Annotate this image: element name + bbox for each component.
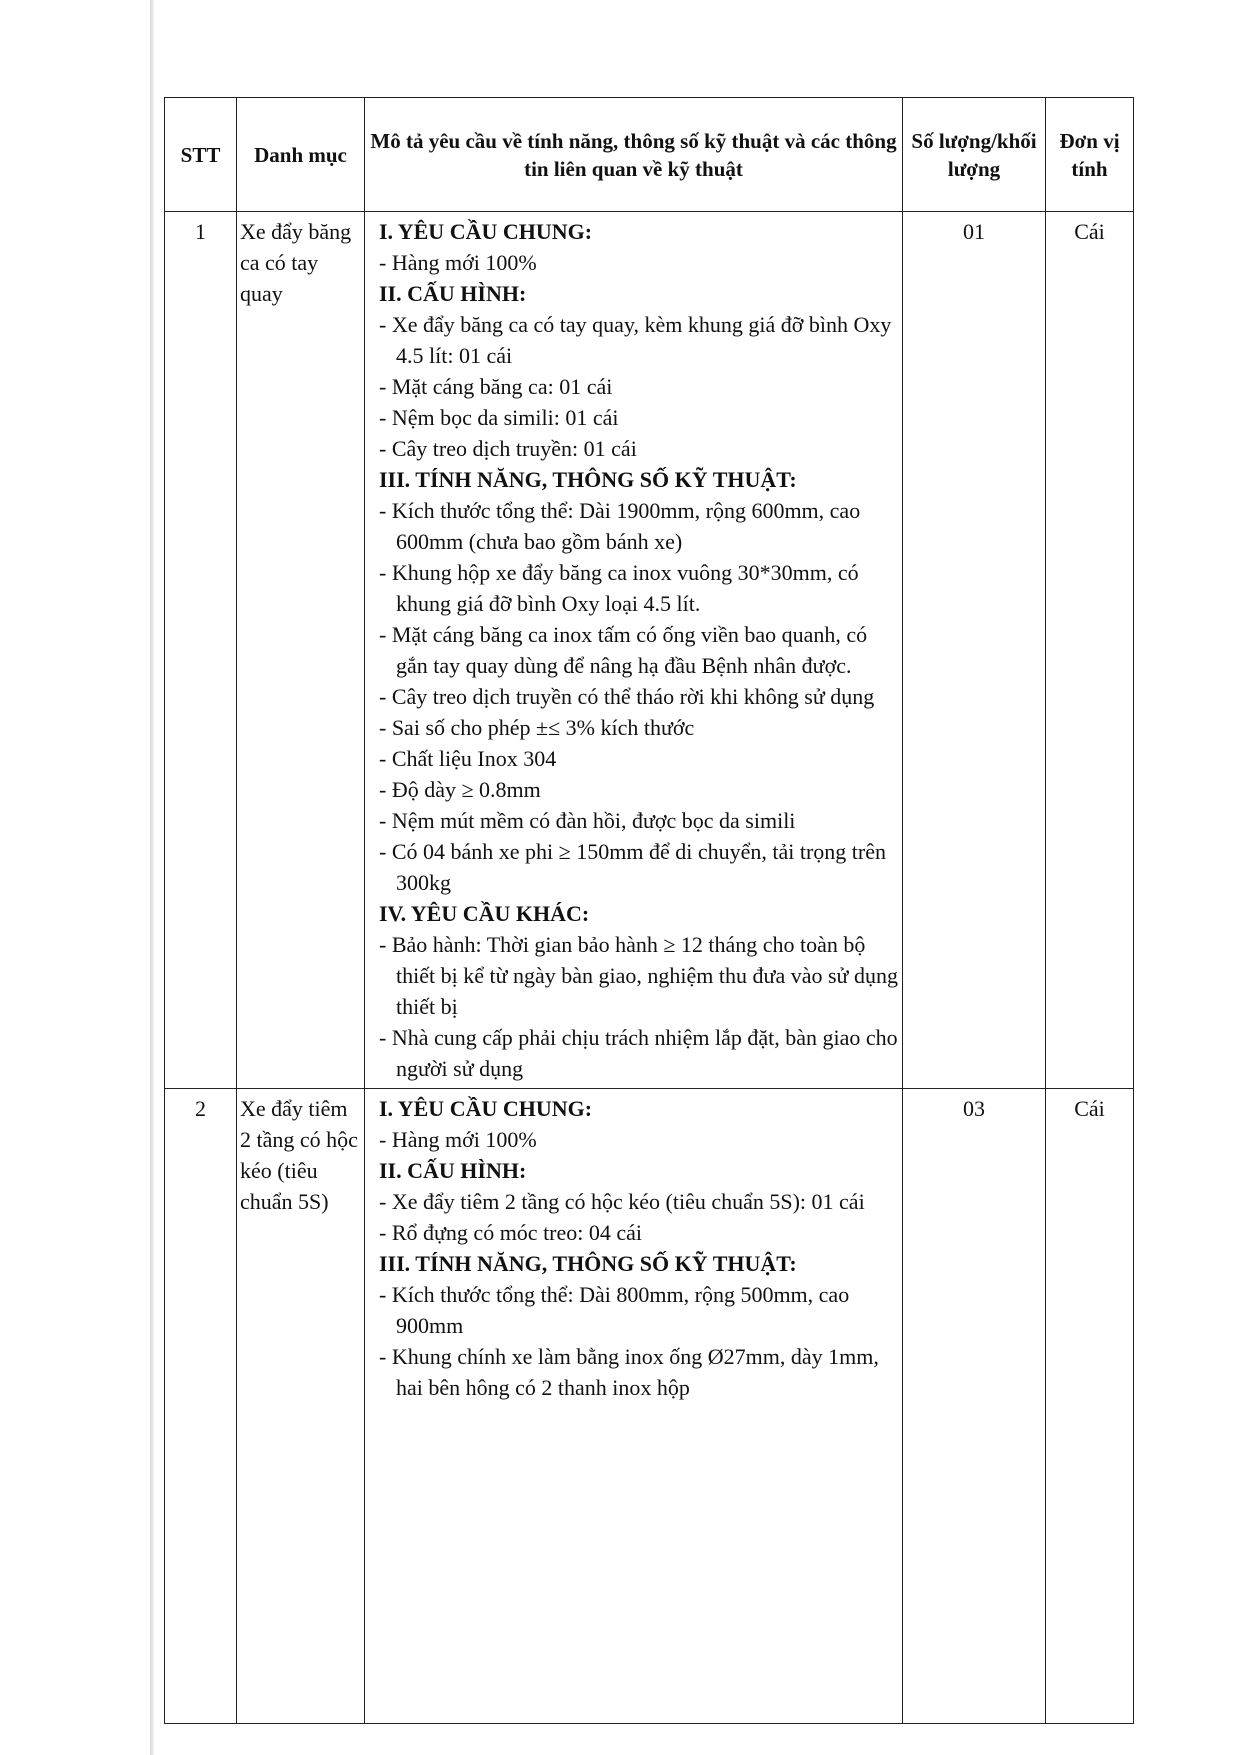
- spec-item: - Mặt cáng băng ca: 01 cái: [379, 374, 613, 399]
- section-heading: III. TÍNH NĂNG, THÔNG SỐ KỸ THUẬT:: [379, 1251, 797, 1276]
- spec-item: - Bảo hành: Thời gian bảo hành ≥ 12 tháng cho toàn bộ thiết bị kể từ ngày bàn giao, nghiệm thu đưa vào sử dụng thiết bị: [379, 932, 898, 1019]
- row-description: [365, 1089, 903, 1724]
- spec-item: - Cây treo dịch truyền có thể tháo rời khi không sử dụng: [379, 684, 875, 709]
- spec-item: - Sai số cho phép ±≤ 3% kích thước: [379, 715, 695, 740]
- header-row: [165, 98, 1134, 212]
- spec-item: - Xe đẩy tiêm 2 tầng có hộc kéo (tiêu chuẩn 5S): 01 cái: [379, 1189, 865, 1214]
- spec-item: - Nhà cung cấp phải chịu trách nhiệm lắp đặt, bàn giao cho người sử dụng: [379, 1025, 898, 1081]
- spec-item: - Rổ đựng có móc treo: 04 cái: [379, 1220, 643, 1245]
- section-heading: IV. YÊU CẦU KHÁC:: [379, 901, 590, 926]
- header-quantity: Số lượng/khối lượng: [903, 98, 1046, 212]
- row-unit: Cái: [1046, 1089, 1134, 1724]
- spec-item: - Hàng mới 100%: [379, 250, 537, 275]
- spec-item: - Chất liệu Inox 304: [379, 746, 557, 771]
- spec-item: - Có 04 bánh xe phi ≥ 150mm để di chuyển, tải trọng trên 300kg: [379, 839, 886, 895]
- spec-item: - Độ dày ≥ 0.8mm: [379, 777, 541, 802]
- spec-item: - Nệm mút mềm có đàn hồi, được bọc da simili: [379, 808, 796, 833]
- row-category: Xe đẩy băng ca có tay quay: [237, 212, 365, 1089]
- row-stt: 2: [165, 1089, 237, 1724]
- scan-page-edge: [150, 0, 154, 1755]
- spec-item: - Khung chính xe làm bằng inox ống Ø27mm, dày 1mm, hai bên hông có 2 thanh inox hộp: [379, 1344, 879, 1400]
- header-category: Danh mục: [237, 98, 365, 212]
- row-quantity: 01: [903, 212, 1046, 1089]
- spec-item: - Cây treo dịch truyền: 01 cái: [379, 436, 637, 461]
- spec-item: - Hàng mới 100%: [379, 1127, 537, 1152]
- spec-item: - Nệm bọc da simili: 01 cái: [379, 405, 619, 430]
- table-row: [165, 212, 1134, 1089]
- spec-item: - Kích thước tổng thể: Dài 800mm, rộng 500mm, cao 900mm: [379, 1282, 850, 1338]
- row-stt: 1: [165, 212, 237, 1089]
- header-description: Mô tả yêu cầu về tính năng, thông số kỹ thuật và các thông tin liên quan về kỹ thuật: [365, 98, 903, 212]
- spec-item: - Mặt cáng băng ca inox tấm có ống viền bao quanh, có gắn tay quay dùng để nâng hạ đầu Bệnh nhân được.: [379, 622, 868, 678]
- section-heading: III. TÍNH NĂNG, THÔNG SỐ KỸ THUẬT:: [379, 467, 797, 492]
- spec-item: - Kích thước tổng thể: Dài 1900mm, rộng 600mm, cao 600mm (chưa bao gồm bánh xe): [379, 498, 861, 554]
- section-heading: I. YÊU CẦU CHUNG:: [379, 1096, 593, 1121]
- row-unit: Cái: [1046, 212, 1134, 1089]
- spec-item: - Xe đẩy băng ca có tay quay, kèm khung giá đỡ bình Oxy 4.5 lít: 01 cái: [379, 312, 892, 368]
- row-category: Xe đẩy tiêm 2 tầng có hộc kéo (tiêu chuẩn 5S): [237, 1089, 365, 1724]
- row-description: [365, 212, 903, 1089]
- section-heading: II. CẤU HÌNH:: [379, 281, 527, 306]
- row-quantity: 03: [903, 1089, 1046, 1724]
- header-unit: Đơn vị tính: [1046, 98, 1134, 212]
- specification-table: [164, 97, 1134, 1724]
- spec-item: - Khung hộp xe đẩy băng ca inox vuông 30*30mm, có khung giá đỡ bình Oxy loại 4.5 lít.: [379, 560, 859, 616]
- section-heading: II. CẤU HÌNH:: [379, 1158, 527, 1183]
- table-row: [165, 1089, 1134, 1724]
- section-heading: I. YÊU CẦU CHUNG:: [379, 219, 593, 244]
- header-stt: STT: [165, 98, 237, 212]
